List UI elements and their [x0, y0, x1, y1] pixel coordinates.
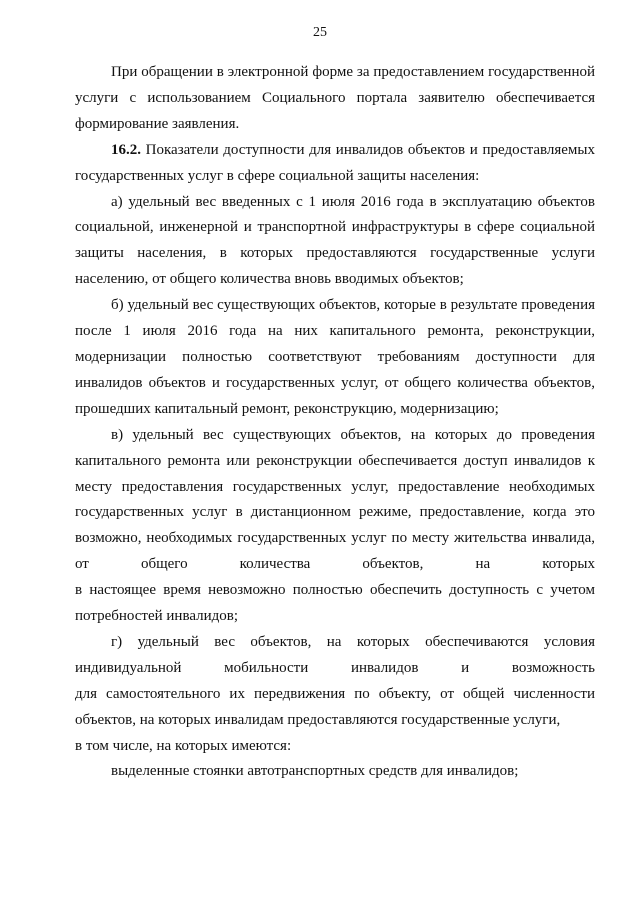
section-number: 16.2.: [111, 141, 141, 158]
list-item-g-part3: в том числе, на которых имеются:: [75, 737, 292, 754]
list-item-v-part2: в настоящее время невозможно полностью обеспечить доступность с учетом потребностей инвалидов;: [75, 582, 595, 625]
paragraph-electronic-form: При обращении в электронной форме за предоставлением государственной услуги с использованием Социального портала заявителю обеспечивается формирование заявления.: [75, 64, 595, 132]
document-body: [75, 60, 595, 785]
section-heading-text: Показатели доступности для инвалидов объектов и предоставляемых государственных услуг в сфере социальной защиты населения:: [75, 141, 595, 184]
list-item-a: а) удельный вес введенных с 1 июля 2016 года в эксплуатацию объектов социальной, инженерной и транспортной инфраструктуры в сфере социальной защиты населения, в которых предоставляются государственные услуги населению, от общего количества вновь вводимых объектов;: [75, 193, 595, 288]
list-item-g-part1: г) удельный вес объектов, на которых обеспечиваются условия индивидуальной мобильности инвалидов и возможность: [75, 633, 595, 676]
paragraph-section-16-2: [75, 138, 595, 190]
list-item-b: б) удельный вес существующих объектов, которые в результате проведения после 1 июля 2016 года на них капитального ремонта, реконструкции, модернизации полностью соответствуют требованиям доступности для инвалидов объектов и государственных услуг, от общего количества объектов, прошедших капитальный ремонт, реконструкцию, модернизацию;: [75, 297, 595, 417]
list-item-g-part2: для самостоятельного их передвижения по объекту, от общей численности объектов, на которых инвалидам предоставляются государственные услуги,: [75, 685, 595, 728]
list-item-v-part1: в) удельный вес существующих объектов, на которых до проведения капитального ремонта или реконструкции обеспечивается доступ инвалидов к месту предоставления государственных услуг, предоставление необходимых государственных услуг в дистанционном режиме, предоставление, когда это возможно, необходимых государственных услуг по месту жительства инвалида, от общего количества объектов, на которых: [75, 426, 595, 573]
list-item-parking: выделенные стоянки автотранспортных средств для инвалидов;: [111, 763, 519, 780]
page-number: 25: [313, 25, 327, 40]
